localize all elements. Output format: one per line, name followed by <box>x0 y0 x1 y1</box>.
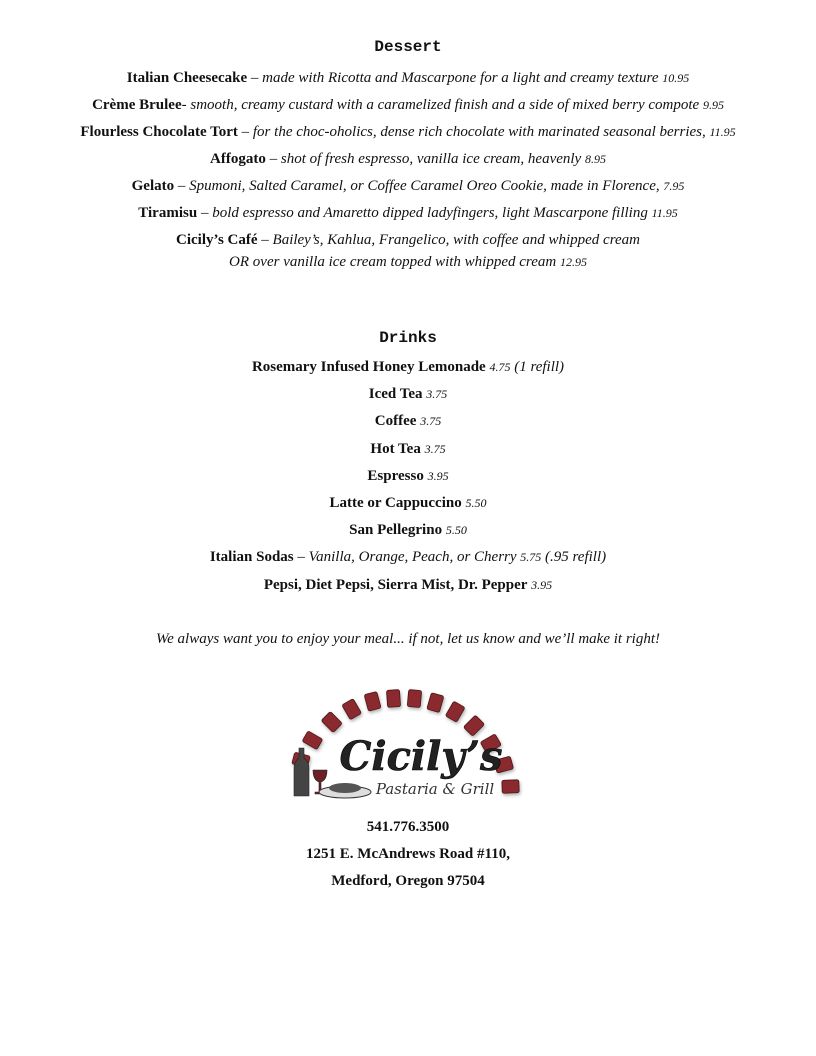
cicilys-logo <box>283 688 533 806</box>
item-name: Espresso <box>367 468 424 484</box>
drink-item-sodas <box>0 576 816 594</box>
item-price: 11.95 <box>709 125 736 139</box>
item-name: Cicily’s Café <box>176 232 258 248</box>
item-price: 5.75 <box>520 550 542 564</box>
item-desc: Bailey’s, Kahlua, Frangelico, with coffee and whipped cream <box>272 232 640 248</box>
dessert-item-cheesecake <box>0 69 816 87</box>
item-name: Pepsi, Diet Pepsi, Sierra Mist, Dr. Pepper <box>263 577 528 593</box>
item-extra: (1 refill) <box>514 359 565 375</box>
dessert-item-cicilys-cafe <box>0 231 816 249</box>
item-price: 12.95 <box>559 255 587 269</box>
drink-item-coffee <box>0 412 816 430</box>
item-name: Iced Tea <box>368 386 423 402</box>
drink-item-san-pellegrino <box>0 521 816 539</box>
item-sep: – <box>265 151 281 167</box>
dessert-item-creme-brulee <box>0 96 816 114</box>
drink-item-lemonade <box>0 358 816 376</box>
item-extra: (.95 refill) <box>545 549 607 565</box>
item-name: Rosemary Infused Honey Lemonade <box>251 359 486 375</box>
item-price: 4.75 <box>489 360 511 374</box>
dessert-heading: Dessert <box>374 38 442 56</box>
brick-arch-logo-icon <box>283 688 533 806</box>
dessert-item-chocolate-tort <box>0 123 816 141</box>
item-name: Coffee <box>374 413 417 429</box>
item-name: Crème Brulee <box>92 97 182 113</box>
item-sep: – <box>257 232 273 248</box>
item-price: 3.95 <box>427 469 449 483</box>
contact-phone: 541.776.3500 <box>366 819 450 835</box>
item-name: Italian Sodas <box>209 549 294 565</box>
item-desc: Vanilla, Orange, Peach, or Cherry <box>308 549 517 565</box>
item-price: 3.75 <box>424 442 446 456</box>
item-sep: – <box>293 549 309 565</box>
contact-address: 1251 E. McAndrews Road #110, <box>306 846 510 862</box>
item-price: 9.95 <box>702 98 724 112</box>
logo-tagline: Pastaria & Grill <box>375 780 495 798</box>
item-name: Gelato <box>131 178 175 194</box>
item-name: Hot Tea <box>370 441 421 457</box>
item-price: 8.95 <box>584 152 606 166</box>
item-price: 5.50 <box>465 496 487 510</box>
item-desc: for the choc-oholics, dense rich chocolate with marinated seasonal berries, <box>252 124 706 140</box>
logo-name: Cicily’s <box>339 733 503 780</box>
item-desc: OR over vanilla ice cream topped with whipped cream <box>229 254 557 270</box>
dessert-item-tiramisu <box>0 204 816 222</box>
item-name: Italian Cheesecake <box>126 70 248 86</box>
item-price: 7.95 <box>663 179 685 193</box>
item-price: 3.95 <box>531 578 553 592</box>
item-sep: – <box>247 70 263 86</box>
item-name: San Pellegrino <box>349 522 443 538</box>
item-name: Flourless Chocolate Tort <box>80 124 238 140</box>
item-desc: bold espresso and Amaretto dipped ladyfingers, light Mascarpone filling <box>212 205 648 221</box>
item-name: Affogato <box>210 151 266 167</box>
drink-item-iced-tea <box>0 385 816 403</box>
dessert-item-cicilys-cafe-line2 <box>0 253 816 271</box>
item-name: Latte or Cappuccino <box>329 495 462 511</box>
item-desc: Spumoni, Salted Caramel, or Coffee Caramel Oreo Cookie, made in Florence, <box>189 178 660 194</box>
drinks-heading: Drinks <box>379 329 437 347</box>
item-price: 11.95 <box>651 206 678 220</box>
item-desc: made with Ricotta and Mascarpone for a light and creamy texture <box>262 70 659 86</box>
dessert-item-gelato <box>0 177 816 195</box>
guarantee-note: We always want you to enjoy your meal... if not, let us know and we’ll make it right! <box>156 631 660 647</box>
item-desc: shot of fresh espresso, vanilla ice cream, heavenly <box>280 151 582 167</box>
item-desc: smooth, creamy custard with a caramelized finish and a side of mixed berry compote <box>190 97 700 113</box>
item-price: 3.75 <box>420 414 442 428</box>
item-price: 5.50 <box>445 523 467 537</box>
item-sep: – <box>197 205 213 221</box>
item-sep: – <box>237 124 253 140</box>
drink-item-italian-sodas <box>0 548 816 566</box>
item-sep: – <box>174 178 190 194</box>
drink-item-hot-tea <box>0 440 816 458</box>
item-price: 10.95 <box>662 71 690 85</box>
item-price: 3.75 <box>426 387 448 401</box>
contact-city: Medford, Oregon 97504 <box>331 873 485 889</box>
drink-item-latte <box>0 494 816 512</box>
drink-item-espresso <box>0 467 816 485</box>
dessert-item-affogato <box>0 150 816 168</box>
item-sep: - <box>181 97 191 113</box>
item-name: Tiramisu <box>138 205 198 221</box>
